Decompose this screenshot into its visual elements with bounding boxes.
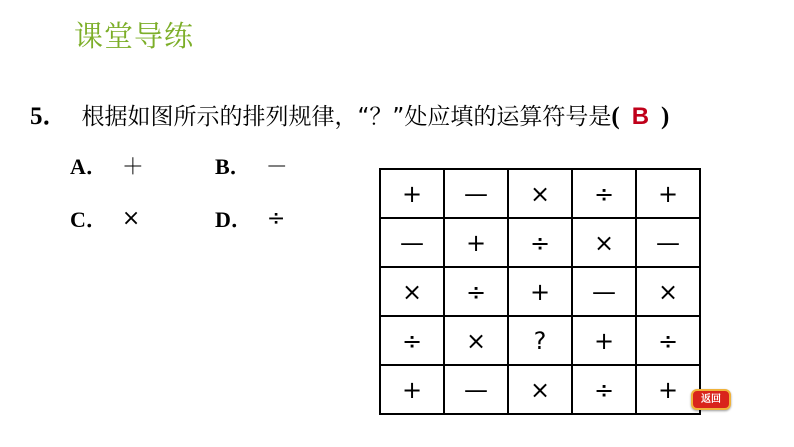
question-text: 根据如图所示的排列规律，“？”处应填的运算符号是 <box>81 104 612 130</box>
option-a-symbol: ＋ <box>121 155 144 180</box>
grid-cell: + <box>636 365 700 414</box>
grid-cell: + <box>636 169 700 218</box>
grid-row <box>380 218 700 267</box>
option-b-symbol: － <box>265 155 288 180</box>
question-number: 5． <box>30 103 68 130</box>
option-d-letter: D． <box>215 207 253 232</box>
grid-cell: — <box>444 169 508 218</box>
section-title: 课堂导练 <box>74 19 195 53</box>
answer-paren-close: ) <box>661 103 670 130</box>
grid-cell: ÷ <box>444 267 508 316</box>
option-c-symbol: × <box>121 206 141 231</box>
option-c-letter: C． <box>70 207 108 232</box>
option-b-letter: B． <box>215 154 252 179</box>
answer-value: B <box>631 103 650 130</box>
grid-cell: ÷ <box>572 365 636 414</box>
grid-cell: + <box>380 365 444 414</box>
option-d <box>215 203 285 234</box>
answer-paren-open: ( <box>611 103 620 130</box>
grid-cell: + <box>380 169 444 218</box>
option-a <box>70 150 144 181</box>
grid-cell: ÷ <box>508 218 572 267</box>
grid-cell-question: ? <box>508 316 572 365</box>
grid-row <box>380 267 700 316</box>
option-d-symbol: ÷ <box>266 206 286 231</box>
grid-cell: ÷ <box>636 316 700 365</box>
grid-cell: — <box>636 218 700 267</box>
grid-cell: + <box>508 267 572 316</box>
grid-cell: × <box>636 267 700 316</box>
grid-row <box>380 365 700 414</box>
grid-cell: + <box>444 218 508 267</box>
grid-cell: — <box>572 267 636 316</box>
grid-cell: + <box>572 316 636 365</box>
grid-cell: × <box>508 365 572 414</box>
grid-cell: ÷ <box>572 169 636 218</box>
option-a-letter: A． <box>70 154 108 179</box>
grid-cell: × <box>380 267 444 316</box>
grid-row <box>380 169 700 218</box>
grid-cell: ÷ <box>380 316 444 365</box>
back-button[interactable]: 返回 <box>691 389 731 410</box>
option-b <box>215 150 288 181</box>
grid-cell: × <box>444 316 508 365</box>
grid-cell: × <box>572 218 636 267</box>
grid-cell: × <box>508 169 572 218</box>
option-c <box>70 203 140 234</box>
grid-cell: — <box>444 365 508 414</box>
question <box>30 96 669 132</box>
grid-cell: — <box>380 218 444 267</box>
grid-row <box>380 316 700 365</box>
operator-grid <box>379 168 701 415</box>
